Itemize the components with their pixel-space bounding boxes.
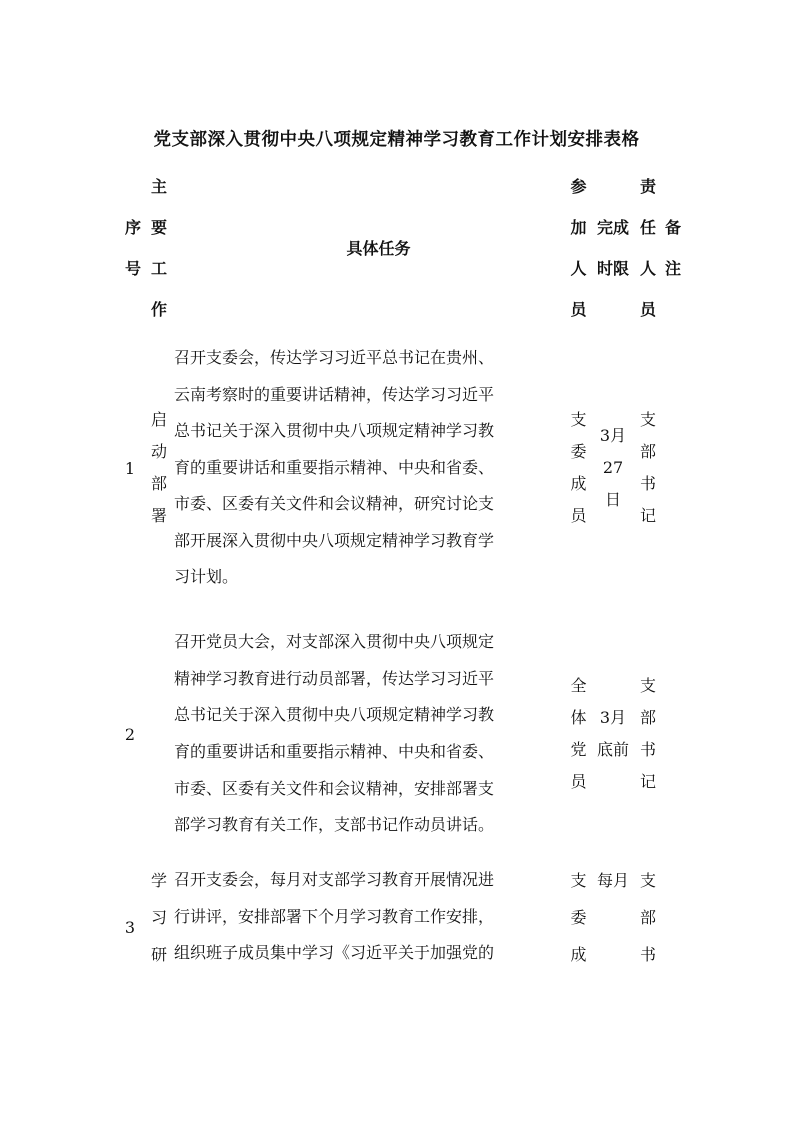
row-responsible: 支 部 书 记 — [639, 676, 656, 791]
row-seq: 2 — [124, 724, 136, 744]
document-title: 党支部深入贯彻中央八项规定精神学习教育工作计划安排表格 — [153, 130, 640, 150]
row-task: 召开党员大会，对支部深入贯彻中央八项规定 精神学习教育进行动员部署，传达学习习近平 总书记关于深入贯彻中央八项规定精神学习教 育的重要讲话和重要指示精神、中央和省委、 市委、区委有关文件和会议精神，安排部署支 部学习教育有关工作，支部书记作动员讲话。 — [174, 632, 495, 835]
header-remark: 备 注 — [664, 218, 681, 278]
row-participants: 支 委 成 员 — [570, 410, 587, 525]
row-participants: 全 体 党 员 — [570, 676, 587, 791]
row-remark — [661, 606, 685, 862]
table-header-row — [113, 166, 685, 330]
row-main-work — [147, 606, 171, 862]
table-row — [113, 606, 685, 862]
header-task: 具体任务 — [346, 238, 411, 258]
row-responsible: 支 部 书 记 — [639, 410, 656, 525]
header-seq: 序 号 — [124, 218, 141, 278]
header-main-work: 主 要 工 作 — [150, 177, 167, 319]
row-seq: 1 — [124, 458, 136, 478]
row-deadline: 3月 底前 — [596, 708, 629, 759]
header-deadline: 完成 时限 — [596, 218, 629, 278]
row-main-work: 启 动 部 署 — [150, 410, 167, 525]
row-main-work: 学 习 研 — [150, 871, 167, 964]
row-seq: 3 — [124, 917, 136, 937]
header-participants: 参 加 人 员 — [570, 177, 587, 319]
row-deadline: 3月 27 日 — [599, 426, 627, 509]
header-responsible: 责 任 人 员 — [639, 177, 656, 319]
work-plan-table — [113, 166, 685, 992]
row-participants: 支 委 成 — [570, 871, 587, 964]
row-task: 召开支委会，传达学习习近平总书记在贵州、 云南考察时的重要讲话精神，传达学习习近平 总书记关于深入贯彻中央八项规定精神学习教 育的重要讲话和重要指示精神、中央和省委、 市委、区委有关文件和会议精神，研究讨论支 部开展深入贯彻中央八项规定精神学习教育学 习计划。 — [174, 347, 495, 587]
table-row — [113, 330, 685, 606]
row-deadline: 每月 — [596, 871, 629, 890]
row-remark — [661, 330, 685, 606]
row-remark — [661, 862, 685, 992]
table-row — [113, 862, 685, 992]
row-responsible: 支 部 书 — [639, 871, 656, 964]
row-task: 召开支委会，每月对支部学习教育开展情况进 行讲评，安排部署下个月学习教育工作安排， 组织班子成员集中学习《习近平关于加强党的 — [174, 870, 495, 963]
